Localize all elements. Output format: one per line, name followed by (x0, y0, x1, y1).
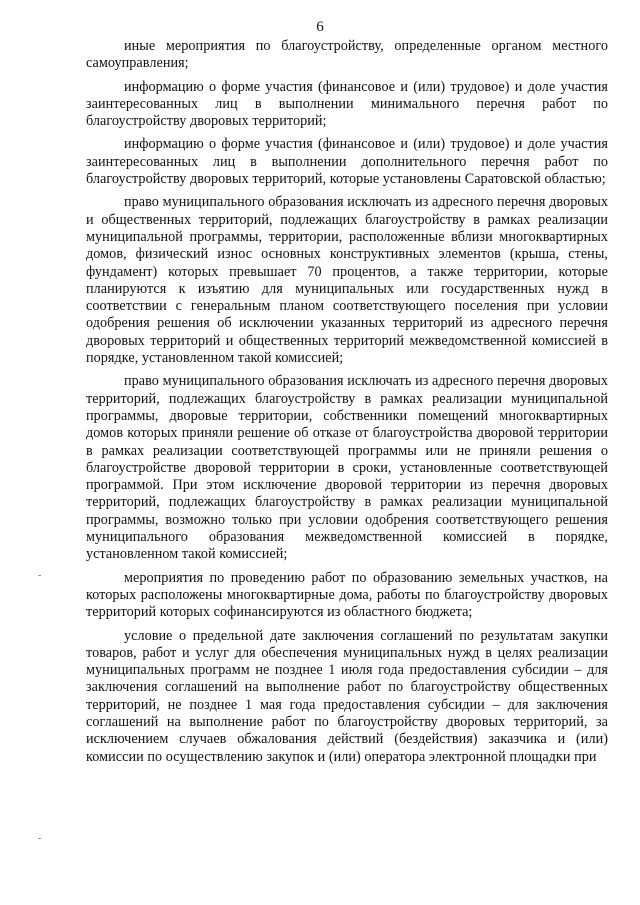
paragraph: информацию о форме участия (финансовое и (или) трудовое) и доле участия заинтересованных лиц в выполнении дополнительного перечня работ по благоустройству дворовых территорий, которые установлены Саратовской областью; (86, 136, 608, 188)
paragraph: мероприятия по проведению работ по образованию земельных участков, на которых расположены многоквартирные дома, работы по благоустройству дворовых территорий которых софинансируются из областного бюджета; (86, 569, 608, 621)
margin-mark (38, 575, 41, 576)
paragraph: право муниципального образования исключать из адресного перечня дворовых и общественных территорий, подлежащих благоустройству в рамках реализации муниципальной программы, территории, расположенные вблизи многоквартирных домов, физический износ основных конструктивных элементов (крыша, стены, фундамент) которых превышает 70 процентов, а также территории, которые планируются к изъятию для муниципальных или государственных нужд в соответствии с генеральным планом соответствующего поселения при условии одобрения решения об исключении указанных территорий из адресного перечня дворовых территорий и общественных территорий межведомственной комиссией в порядке, установленном такой комиссией; (86, 194, 608, 367)
paragraph: информацию о форме участия (финансовое и (или) трудовое) и доле участия заинтересованных лиц в выполнении минимального перечня работ по благоустройству дворовых территорий; (86, 78, 608, 130)
paragraph: право муниципального образования исключать из адресного перечня дворовых территорий, подлежащих благоустройству в рамках реализации муниципальной программы, дворовые территории, собственники помещений многоквартирных домов которых приняли решение об отказе от благоустройства дворовой территории в рамках реализации соответствующей программы или не приняли решения о благоустройстве дворовой территории в сроки, установленные соответствующей программой. При этом исключение дворовой территории из перечня дворовых территорий, подлежащих благоустройству в рамках реализации муниципальной программы, возможно только при условии одобрения соответствующего решения муниципального образования межведомственной комиссией в порядке, установленном такой комиссией; (86, 373, 608, 563)
document-body (86, 38, 608, 772)
paragraph: иные мероприятия по благоустройству, определенные органом местного самоуправления; (86, 38, 608, 72)
page-number: 6 (316, 19, 324, 35)
paragraph: условие о предельной дате заключения соглашений по результатам закупки товаров, работ и услуг для обеспечения муниципальных нужд в целях реализации муниципальных программ не позднее 1 июля года предоставления субсидии – для заключения соглашений на выполнение работ по благоустройству общественных территорий, не позднее 1 мая года предоставления субсидии – для заключения соглашений на выполнение работ по благоустройству дворовых территорий, за исключением случаев обжалования действий (бездействия) заказчика и (или) комиссии по осуществлению закупок и (или) оператора электронной площадки при (86, 627, 608, 765)
margin-mark (38, 838, 41, 839)
